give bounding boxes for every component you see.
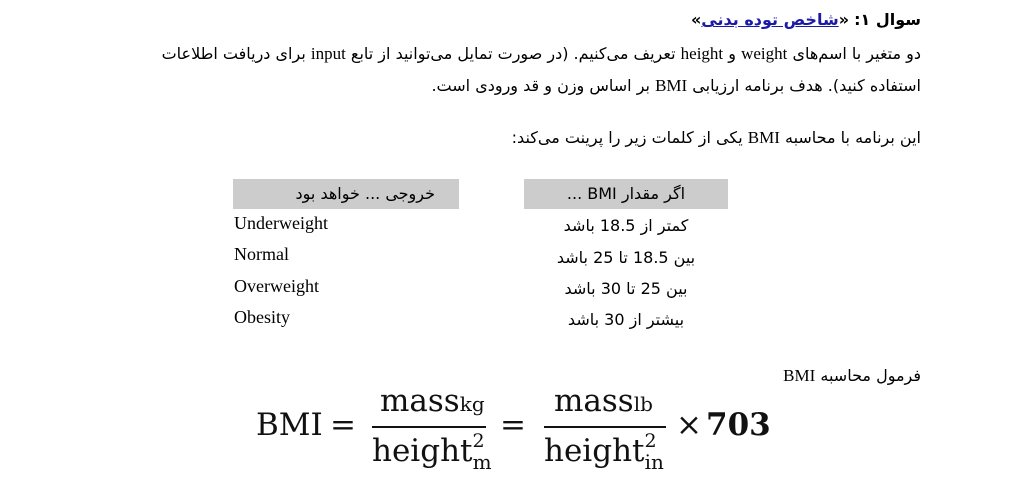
- fraction-2-numerator: [554, 384, 653, 421]
- den1-text: height: [372, 433, 473, 469]
- intro-text: دریافت اطلاعات استفاده کنید). هدف برنامه ارزیابی: [161, 44, 921, 95]
- den2-superscript: 2: [644, 430, 657, 452]
- den1-superscript: 2: [472, 430, 485, 452]
- fraction-bar-1: [372, 426, 486, 428]
- intro-text: دو متغیر با اسم‌های: [792, 44, 921, 63]
- output-overweight: Overweight: [234, 276, 319, 296]
- bmi-formula: [256, 384, 776, 494]
- var-height: height: [680, 44, 724, 63]
- fraction-2-denominator: [544, 430, 664, 474]
- condition-row-2: بین 25 تا 30 باشد: [564, 279, 688, 298]
- bmi-term: BMI: [783, 366, 816, 385]
- num1-text: mass: [380, 383, 460, 419]
- num1-subscript: kg: [459, 392, 485, 416]
- fraction-1-denominator: [372, 430, 492, 474]
- output-obesity: Obesity: [234, 307, 290, 327]
- intro-text: تعریف می‌کنیم. (در صورت تمایل می‌توانید از تابع: [350, 44, 676, 63]
- table-header-condition: [524, 179, 728, 209]
- condition-row-0: کمتر از 18.5 باشد: [563, 216, 689, 235]
- num2-text: mass: [554, 383, 634, 419]
- task-text: یکی از کلمات زیر را پرینت می‌کند:: [511, 128, 743, 147]
- bmi-term: BMI: [747, 128, 780, 147]
- question-label: سوال ۱:: [854, 10, 921, 29]
- formula-equals-2: =: [500, 407, 526, 443]
- task-text: این برنامه با محاسبه: [784, 128, 921, 147]
- header-output-text: خروجی ... خواهد بود: [295, 184, 435, 203]
- header-condition-text: اگر مقدار BMI ...: [566, 184, 686, 203]
- bmi-term: BMI: [655, 76, 688, 95]
- formula-equals-1: =: [330, 407, 356, 443]
- formula-lhs: BMI: [256, 407, 323, 443]
- condition-row-3: بیشتر از 30 باشد: [567, 310, 685, 329]
- task-paragraph: [131, 122, 921, 154]
- den2-subscript: in: [644, 450, 664, 474]
- intro-text: برای: [275, 44, 306, 63]
- formula-label-text: فرمول محاسبه: [820, 366, 921, 385]
- formula-constant: 703: [706, 407, 771, 443]
- den1-subscript: m: [472, 450, 492, 474]
- formula-times: ×: [676, 407, 702, 443]
- topic-link[interactable]: شاخص توده بدنی: [701, 10, 839, 29]
- fraction-bar-2: [544, 426, 666, 428]
- question-title: [121, 10, 921, 38]
- intro-text: بر اساس وزن و قد ورودی است.: [431, 76, 650, 95]
- intro-paragraph: [131, 38, 921, 102]
- open-quote: «: [838, 10, 850, 29]
- num2-subscript: lb: [633, 392, 653, 416]
- table-header-output: [233, 179, 459, 209]
- den2-text: height: [544, 433, 645, 469]
- condition-row-1: بین 18.5 تا 25 باشد: [556, 248, 696, 267]
- func-input: input: [310, 44, 346, 63]
- output-normal: Normal: [234, 244, 289, 264]
- var-weight: weight: [741, 44, 788, 63]
- output-underweight: Underweight: [234, 213, 328, 233]
- intro-text: و: [728, 44, 736, 63]
- close-quote: »: [690, 10, 702, 29]
- fraction-1-numerator: [380, 384, 485, 421]
